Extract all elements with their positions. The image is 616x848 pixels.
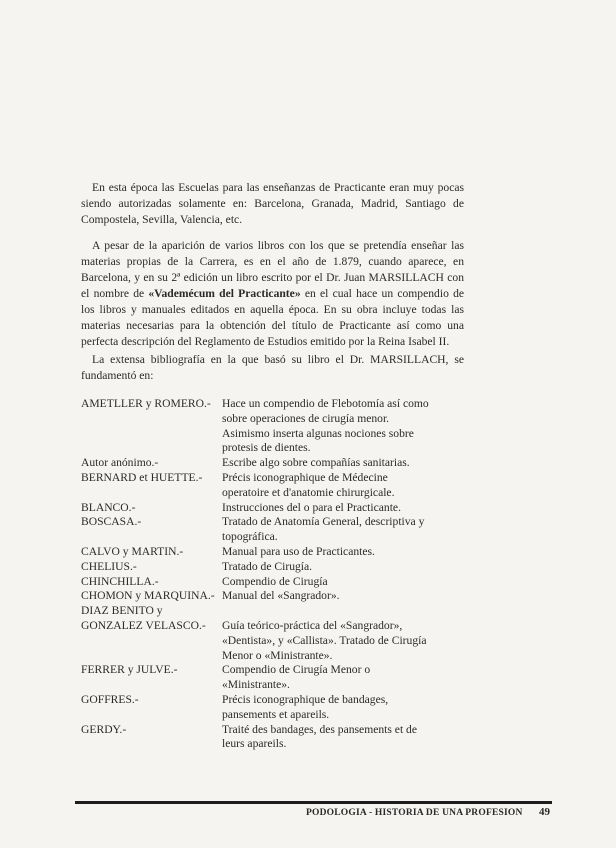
footer-rule (75, 801, 552, 804)
bibliography-description: Instrucciones del o para el Practicante. (222, 500, 401, 514)
bibliography-description: Traité des bandages, des pansements et de (222, 722, 418, 736)
bibliography-description: «Dentista», y «Callista». Tratado de Cirugía (222, 633, 427, 647)
bibliography-author (81, 486, 222, 501)
bibliography-description: topográfica. (222, 530, 278, 544)
bibliography-entry (81, 663, 471, 678)
running-title: PODOLOGIA - HISTORIA DE UNA PROFESION (306, 808, 523, 818)
bibliography-author: DIAZ BENITO y (81, 604, 163, 618)
bibliography-author: GOFFRES.- (81, 692, 139, 706)
bibliography-author (81, 441, 222, 456)
bibliography-list (81, 397, 471, 752)
page-number: 49 (539, 806, 550, 818)
bibliography-description: Tratado de Anatomía General, descriptiva y (222, 515, 425, 529)
bibliography-entry (81, 693, 471, 708)
paragraph-2-text-b: en el cual hace un compendio de los libros y manuales editados en aquella época. En su obra incluye todas las materias necesarias para la obtención del título de Practicante así como una perfecta descripción del Reglamento de Estudios emitido por la Reina Isabel II. (81, 287, 465, 348)
bibliography-author: AMETLLER y ROMERO.- (81, 397, 211, 410)
bibliography-description: «Ministrante». (222, 678, 290, 692)
bibliography-description (222, 604, 471, 619)
bibliography-entry (81, 678, 471, 693)
bibliography-description: Guía teórico-práctica del «Sangrador», (222, 618, 403, 632)
bibliography-entry (81, 708, 471, 723)
bibliography-author (81, 530, 222, 545)
bibliography-description: Compendio de Cirugía (222, 574, 328, 588)
bibliography-description: Escribe algo sobre compañías sanitarias. (222, 456, 410, 470)
bibliography-author: CHOMON y MARQUINA.- (81, 589, 215, 603)
bibliography-description: protesis de dientes. (222, 441, 311, 455)
bibliography-entry (81, 545, 471, 560)
bibliography-author: Autor anónimo.- (81, 456, 159, 470)
bibliography-description: Asimismo inserta algunas nociones sobre (222, 426, 414, 440)
bibliography-entry (81, 723, 471, 738)
bibliography-author: CHINCHILLA.- (81, 574, 159, 588)
bibliography-description: Manual del «Sangrador». (222, 589, 340, 603)
bibliography-author: CHELIUS.- (81, 559, 137, 573)
bibliography-entry (81, 560, 471, 575)
bibliography-entry (81, 530, 471, 545)
bibliography-author (81, 412, 222, 427)
paragraph-3-text: La extensa bibliografía en la que basó su libro el Dr. MARSILLACH, se fundamentó en: (81, 353, 464, 382)
bibliography-author (81, 737, 222, 752)
bibliography-entry (81, 737, 471, 752)
paragraph-1 (81, 180, 464, 228)
bibliography-entry (81, 412, 471, 427)
bibliography-description: Menor o «Ministrante». (222, 648, 333, 662)
bibliography-description: sobre operaciones de cirugía menor. (222, 411, 390, 425)
bibliography-entry (81, 471, 471, 486)
bibliography-author: BOSCASA.- (81, 515, 142, 529)
bibliography-author: CALVO y MARTIN.- (81, 544, 184, 558)
bibliography-author (81, 649, 222, 664)
bibliography-author: BERNARD et HUETTE.- (81, 470, 203, 484)
paragraph-3 (81, 352, 464, 384)
paragraph-1-text: En esta época las Escuelas para las enseñanzas de Practicante eran muy pocas siendo autorizadas solamente en: Barcelona, Granada, Madrid, Santiago de Compostela, Sevilla, Valencia, etc. (81, 181, 464, 226)
bibliography-description: Précis iconographique de Médecine (222, 470, 388, 484)
paragraph-2 (81, 238, 464, 350)
bibliography-entry (81, 649, 471, 664)
bibliography-description: Compendio de Cirugía Menor o (222, 663, 371, 677)
bibliography-author (81, 678, 222, 693)
bibliography-description: Tratado de Cirugía. (222, 559, 313, 573)
bibliography-description: Précis iconographique de bandages, (222, 692, 389, 706)
bibliography-author: BLANCO.- (81, 500, 136, 514)
bibliography-description: pansements et apareils. (222, 707, 330, 721)
bibliography-entry (81, 441, 471, 456)
bibliography-entry (81, 619, 471, 634)
bibliography-entry (81, 486, 471, 501)
book-title-vademecum: «Vademécum del Practicante» (148, 287, 301, 300)
bibliography-entry (81, 604, 471, 619)
bibliography-entry (81, 575, 471, 590)
bibliography-author (81, 634, 222, 649)
bibliography-description: leurs apareils. (222, 737, 287, 751)
bibliography-author: GERDY.- (81, 722, 127, 736)
bibliography-entry (81, 501, 471, 516)
bibliography-author: GONZALEZ VELASCO.- (81, 618, 206, 632)
bibliography-author (81, 427, 222, 442)
bibliography-entry (81, 515, 471, 530)
bibliography-description: Manual para uso de Practicantes. (222, 544, 375, 558)
bibliography-entry (81, 427, 471, 442)
bibliography-description: operatoire et d'anatomie chirurgicale. (222, 485, 395, 499)
paragraph-2-text-a: A pesar de la aparición de varios libros con los que se pretendía enseñar las materias propias de la Carrera, es en el año de 1.879, cuando aparece, en Barcelona, y en su 2ª edición un libro escrito por el Dr. Juan MARSILLACH con el nombre de (81, 239, 464, 300)
bibliography-author (81, 708, 222, 723)
bibliography-author: FERRER y JULVE.- (81, 663, 178, 677)
bibliography-entry (81, 397, 471, 412)
bibliography-description: Hace un compendio de Flebotomía así como (222, 397, 429, 410)
bibliography-entry (81, 456, 471, 471)
bibliography-entry (81, 589, 471, 604)
bibliography-entry (81, 634, 471, 649)
